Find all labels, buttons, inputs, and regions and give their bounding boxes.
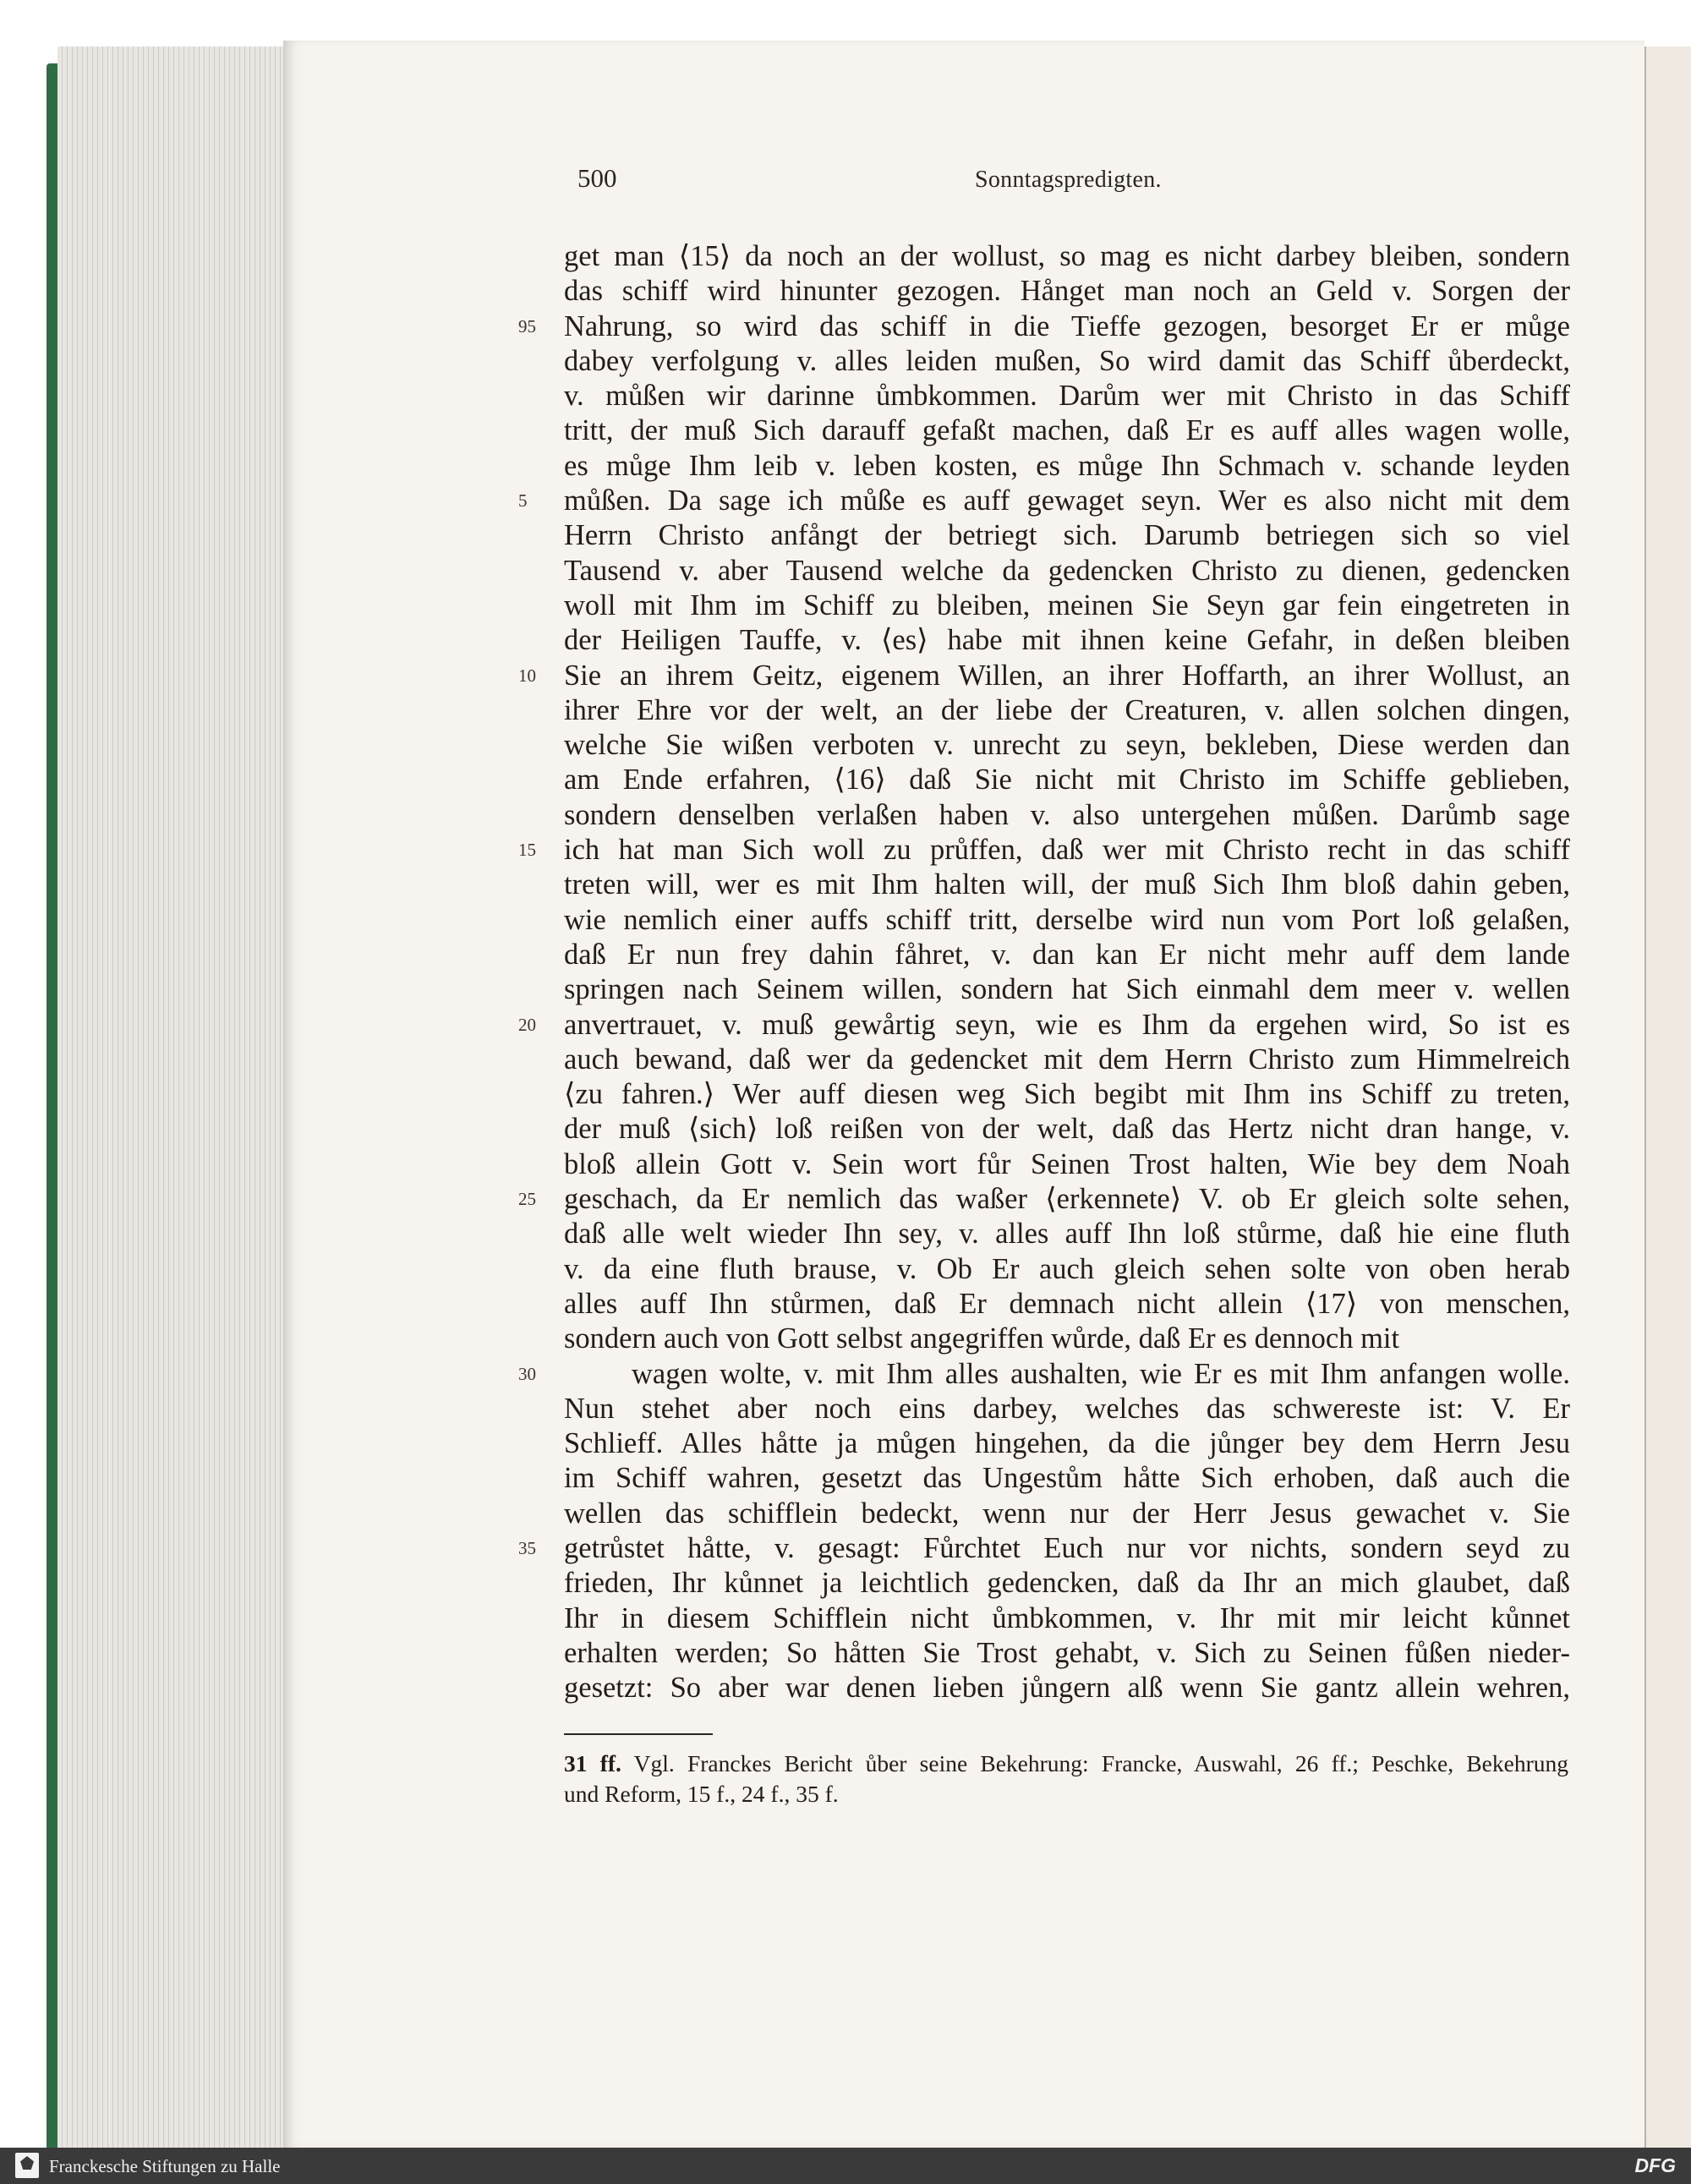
text-line xyxy=(564,1252,1570,1287)
line-text: springen nach Seinem willen, sondern hat Sich einmahl dem meer v. wellen xyxy=(564,973,1570,1006)
line-text: welche Sie wißen verboten v. unrecht zu seyn, bekleben, Diese werden dan xyxy=(564,729,1570,762)
text-line xyxy=(564,239,1570,274)
text-line xyxy=(518,1182,1570,1217)
line-text: am Ende erfahren, ⟨16⟩ daß Sie nicht mit Christo im Schiffe geblieben, xyxy=(564,764,1570,796)
footnote-line xyxy=(564,1779,1568,1809)
line-text: můßen. Da sage ich můße es auff gewaget seyn. Wer es also nicht mit dem xyxy=(564,484,1570,517)
text-line xyxy=(564,868,1570,902)
line-text: der Heiligen Tauffe, v. ⟨es⟩ habe mit ihnen keine Gefahr, in deßen bleiben xyxy=(564,624,1570,657)
page-edges xyxy=(57,47,303,2156)
line-text: sondern auch von Gott selbst angegriffen wůrde, daß Er es dennoch mit xyxy=(564,1322,1400,1355)
text-line xyxy=(564,903,1570,938)
line-text: Sie an ihrem Geitz, eigenem Willen, an ihrer Hoffarth, an ihrer Wollust, an xyxy=(564,659,1570,692)
line-number: 15 xyxy=(518,840,536,861)
line-number: 5 xyxy=(518,490,528,512)
text-line xyxy=(564,1636,1570,1671)
footnote-ref: 31 ff. xyxy=(564,1750,621,1776)
page-number: 500 xyxy=(577,163,617,193)
text-line xyxy=(564,798,1570,833)
line-text: wie nemlich einer auffs schiff tritt, derselbe wird nun vom Port loß gelaßen, xyxy=(564,903,1570,936)
text-line xyxy=(564,938,1570,972)
text-line xyxy=(564,1112,1570,1147)
text-line xyxy=(564,693,1570,728)
line-number: 20 xyxy=(518,1014,536,1035)
line-text: auch bewand, daß wer da gedencket mit dem Herrn Christo zum Himmelreich xyxy=(564,1043,1570,1076)
text-line xyxy=(564,1601,1570,1636)
line-text: Nahrung, so wird das schiff in die Tieffe gezogen, besorget Er er můge xyxy=(564,309,1570,342)
text-line xyxy=(518,659,1570,693)
text-line xyxy=(564,344,1570,379)
line-text: bloß allein Gott v. Sein wort fůr Seinen Trost halten, Wie bey dem Noah xyxy=(564,1147,1570,1180)
text-line xyxy=(518,309,1570,344)
running-head: Sonntagspredigten. xyxy=(975,167,1162,193)
institution-name: Franckesche Stiftungen zu Halle xyxy=(49,2156,281,2176)
text-line xyxy=(564,449,1570,484)
line-text: tritt, der muß Sich darauff gefaßt machen, daß Er es auff alles wagen wolle, xyxy=(564,414,1570,447)
line-text: Nun stehet aber noch eins darbey, welches das schwereste ist: V. Er xyxy=(564,1392,1570,1425)
text-line xyxy=(564,274,1570,309)
footnote-rule xyxy=(564,1733,713,1735)
text-line xyxy=(564,1671,1570,1705)
footnote-text-1: Vgl. Franckes Bericht ůber seine Bekehrung: Francke, Auswahl, 26 ff.; Peschke, Bekehrung xyxy=(633,1750,1568,1776)
line-text: Schlieff. Alles håtte ja můgen hingehen, da die jůnger bey dem Herrn Jesu xyxy=(564,1427,1570,1460)
text-line xyxy=(518,833,1570,868)
institution-logo-icon xyxy=(15,2153,39,2178)
line-text: alles auff Ihn stůrmen, daß Er demnach nicht allein ⟨17⟩ von menschen, xyxy=(564,1287,1570,1320)
line-text: v. můßen wir darinne ůmbkommen. Darům wer mit Christo in das Schiff xyxy=(564,380,1570,413)
text-line xyxy=(564,1497,1570,1531)
line-text: Ihr in diesem Schifflein nicht ůmbkommen, v. Ihr mit mir leicht kůnnet xyxy=(564,1601,1570,1634)
line-number: 25 xyxy=(518,1189,536,1210)
line-text: erhalten werden; So håtten Sie Trost gehabt, v. Sich zu Seinen fůßen nieder- xyxy=(564,1636,1570,1669)
line-text: daß alle welt wieder Ihn sey, v. alles auff Ihn loß stůrme, daß hie eine fluth xyxy=(564,1218,1570,1251)
line-text: get man ⟨15⟩ da noch an der wollust, so mag es nicht darbey bleiben, sondern xyxy=(564,240,1570,272)
line-text: woll mit Ihm im Schiff zu bleiben, meinen Sie Seyn gar fein eingetreten in xyxy=(564,588,1570,621)
viewer-footer xyxy=(0,2148,1691,2184)
line-text: Tausend v. aber Tausend welche da gedencken Christo zu dienen, gedencken xyxy=(564,554,1570,587)
line-number: 35 xyxy=(518,1537,536,1558)
text-line xyxy=(564,972,1570,1007)
text-line xyxy=(564,1461,1570,1496)
line-text: treten will, wer es mit Ihm halten will, der muß Sich Ihm bloß dahin geben, xyxy=(564,868,1570,901)
line-text: Herrn Christo anfångt der betriegt sich. Darumb betriegen sich so viel xyxy=(564,519,1570,552)
line-text: dabey verfolgung v. alles leiden mußen, So wird damit das Schiff ůberdeckt, xyxy=(564,344,1570,377)
text-line xyxy=(564,1147,1570,1182)
line-number: 10 xyxy=(518,665,536,686)
text-line xyxy=(518,484,1570,518)
text-line xyxy=(564,588,1570,623)
line-text: es můge Ihm leib v. leben kosten, es můge Ihn Schmach v. schande leyden xyxy=(564,449,1570,482)
line-text: der muß ⟨sich⟩ loß reißen von der welt, daß das Hertz nicht dran hange, v. xyxy=(564,1113,1570,1146)
text-line xyxy=(564,379,1570,413)
line-text: wellen das schifflein bedeckt, wenn nur der Herr Jesus gewachet v. Sie xyxy=(564,1497,1570,1530)
line-text: v. da eine fluth brause, v. Ob Er auch gleich sehen solte von oben herab xyxy=(564,1252,1570,1285)
text-line xyxy=(518,1357,1570,1392)
text-line xyxy=(564,1392,1570,1426)
line-text: gesetzt: So aber war denen lieben jůngern alß wenn Sie gantz allein wehren, xyxy=(564,1672,1570,1705)
line-text: ihrer Ehre vor der welt, an der liebe der Creaturen, v. allen solchen dingen, xyxy=(564,693,1570,726)
text-line xyxy=(564,728,1570,763)
line-text: wagen wolte, v. mit Ihm alles aushalten, wie Er es mit Ihm anfangen wolle. xyxy=(632,1357,1570,1390)
footnote-text-2: und Reform, 15 f., 24 f., 35 f. xyxy=(564,1781,839,1807)
text-line xyxy=(518,1008,1570,1043)
line-text: ⟨zu fahren.⟩ Wer auff diesen weg Sich begibt mit Ihm ins Schiff zu treten, xyxy=(564,1078,1570,1111)
text-line xyxy=(564,1322,1570,1356)
footnote-line xyxy=(564,1749,1568,1779)
line-number: 30 xyxy=(518,1363,536,1384)
text-line xyxy=(564,413,1570,448)
dfg-logo: DFG xyxy=(1634,2154,1676,2176)
text-line xyxy=(564,1566,1570,1601)
text-line xyxy=(564,1217,1570,1251)
text-line xyxy=(564,1077,1570,1112)
text-line xyxy=(564,1426,1570,1461)
line-text: im Schiff wahren, gesetzt das Ungestům håtte Sich erhoben, daß auch die xyxy=(564,1462,1570,1495)
text-line xyxy=(564,518,1570,553)
line-text: anvertrauet, v. muß gewårtig seyn, wie es Ihm da ergehen wird, So ist es xyxy=(564,1008,1570,1041)
sermon-text xyxy=(518,239,1570,1705)
line-text: ich hat man Sich woll zu průffen, daß wer mit Christo recht in das schiff xyxy=(564,834,1570,867)
text-line xyxy=(564,1287,1570,1322)
text-line xyxy=(564,623,1570,658)
line-text: sondern denselben verlaßen haben v. also untergehen můßen. Darůmb sage xyxy=(564,798,1570,831)
line-text: daß Er nun frey dahin fåhret, v. dan kan Er nicht mehr auff dem lande xyxy=(564,938,1570,971)
footnote xyxy=(564,1749,1568,1809)
line-number: 95 xyxy=(518,315,536,337)
text-line xyxy=(564,1043,1570,1077)
text-line xyxy=(564,554,1570,588)
text-line xyxy=(518,1531,1570,1566)
text-line xyxy=(564,763,1570,797)
line-text: geschach, da Er nemlich das waßer ⟨erkennete⟩ V. ob Er gleich solte sehen, xyxy=(564,1183,1570,1216)
line-text: getrůstet håtte, v. gesagt: Fůrchtet Euch nur vor nichts, sondern seyd zu xyxy=(564,1531,1570,1564)
facing-page-edge xyxy=(1644,47,1691,2152)
line-text: das schiff wird hinunter gezogen. Hånget man noch an Geld v. Sorgen der xyxy=(564,275,1570,308)
line-text: frieden, Ihr kůnnet ja leichtlich gedencken, daß da Ihr an mich glaubet, daß xyxy=(564,1567,1570,1600)
